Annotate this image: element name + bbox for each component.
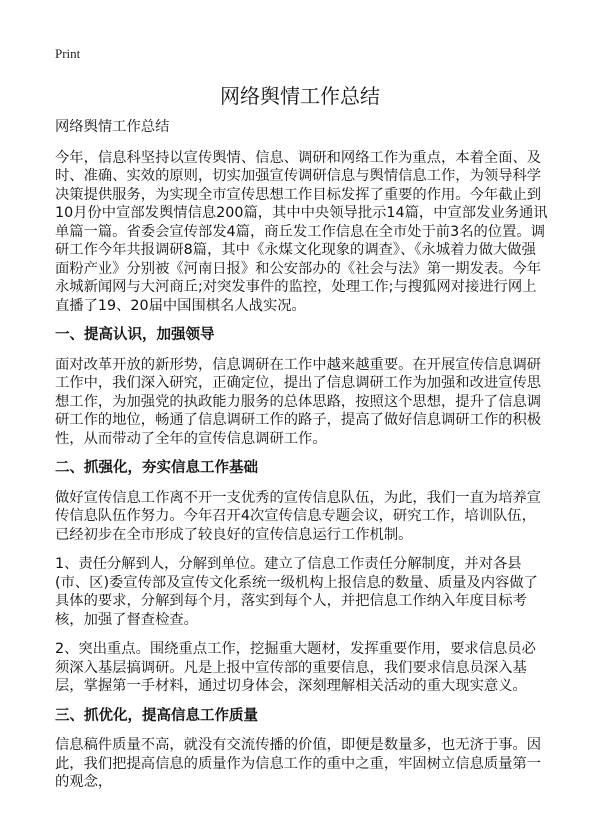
paragraph: 信息稿件质量不高，就没有交流传播的价值，即便是数量多，也无济于事。因此，我们把提高信息的质量作为信息工作的重中之重，牢固树立信息质量第一的观念， bbox=[55, 737, 542, 790]
section-heading: 二、抓强化，夯实信息工作基础 bbox=[55, 460, 258, 476]
document-subtitle: 网络舆情工作总结 bbox=[55, 119, 170, 135]
section-heading: 一、提高认识，加强领导 bbox=[55, 327, 215, 343]
paragraph: 做好宣传信息工作离不开一支优秀的宣传信息队伍，为此，我们一直为培养宣传信息队伍作努力。今年召开4次宣传信息专题会议，研究工作，培训队伍，已经初步在全市形成了较良好的宣传信息运行工作机制。 bbox=[55, 489, 542, 543]
intro-paragraph: 今年，信息科坚持以宣传舆情、信息、调研和网络工作为重点，本着全面、及时、准确、实效的原则，切实加强宣传调研信息与舆情信息工作，为领导科学决策提供服务，为实现全市宣传思想工作目标发挥了重要的作用。今年截止到10月份中宣部发舆情信息200篇，其中中央领导批示14篇，中宣部发业务通讯单篇一篇。省委会宣传部发4篇，商丘发工作信息在全市处于前3名的位置。调研工作今年共报调研8篇，其中《永煤文化现象的调查》、《永城着力做大做强面粉产业》分别被《河南日报》和公安部办的《社会与法》第一期发表。今年永城新闻网与大河商丘;对突发事件的监控，处理工作;与搜狐网对接进行网上直播了19、20届中国围棋名人战实况。 bbox=[55, 149, 548, 314]
paragraph: 2、突出重点。围绕重点工作，挖掘重大题材，发挥重要作用，要求信息员必须深入基层搞调研。凡是上报中宣传部的重要信息，我们要求信息员深入基层，掌握第一手材料，通过切身体会，深刻理解相关活动的重大现实意义。 bbox=[55, 641, 536, 694]
paragraph: 1、责任分解到人，分解到单位。建立了信息工作责任分解制度，并对各县(市、区)委宣传部及宣传文化系统一级机构上报信息的数量、质量及内容做了具体的要求，分解到每个月，落实到每个人，并把信息工作纳入年度目标考核，加强了督查检查。 bbox=[55, 556, 538, 628]
document-body bbox=[55, 118, 550, 803]
document-title: 网络舆情工作总结 bbox=[220, 84, 380, 108]
print-link[interactable]: Print bbox=[55, 46, 81, 61]
paragraph: 面对改革开放的新形势，信息调研在工作中越来越重要。在开展宣传信息调研工作中，我们深入研究，正确定位，提出了信息调研工作为加强和改进宣传思想工作，为加强党的执政能力服务的总体思路，按照这个思想，提升了信息调研工作的地位，畅通了信息调研工作的路子，提高了做好信息调研工作的积极性，从而带动了全年的宣传信息调研工作。 bbox=[55, 356, 542, 447]
section-heading: 三、抓优化，提高信息工作质量 bbox=[55, 707, 258, 724]
